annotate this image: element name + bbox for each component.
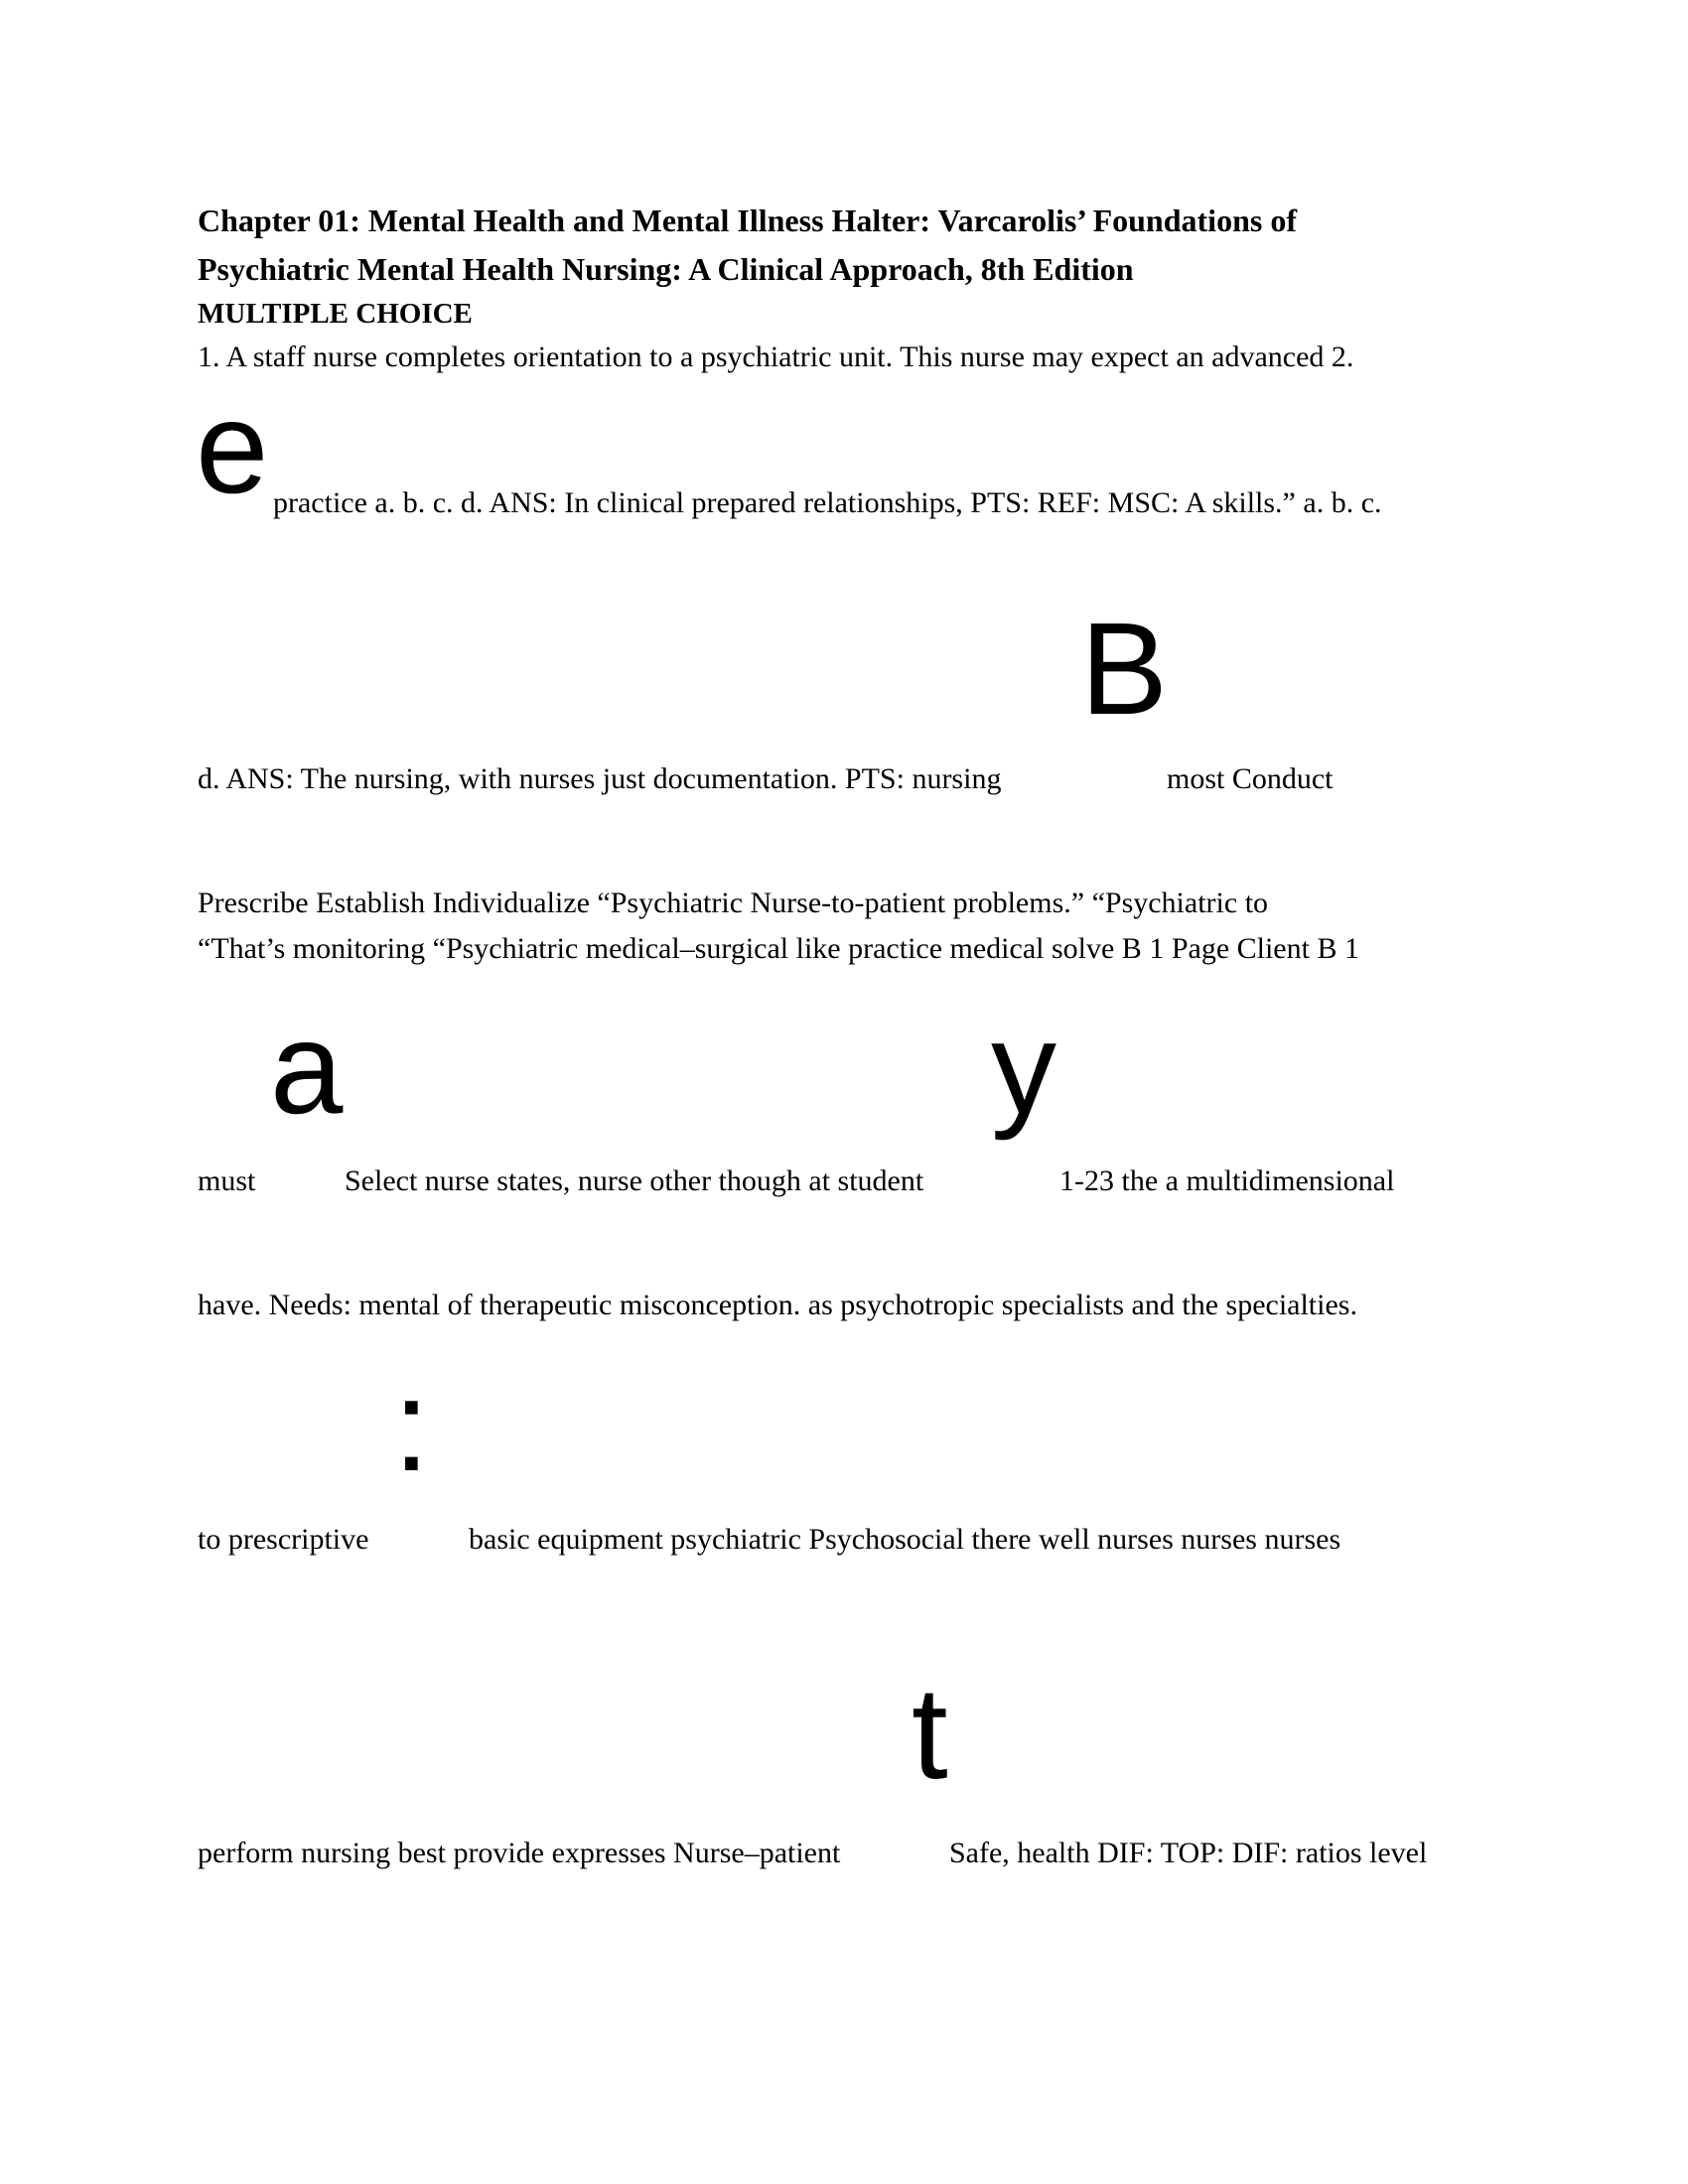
chapter-title-line-2: Psychiatric Mental Health Nursing: A Clinical Approach, 8th Edition [198,251,1134,287]
section-heading: MULTIPLE CHOICE [198,298,473,330]
large-letter-y: y [991,995,1056,1141]
answer-line-right: most Conduct [1167,762,1334,795]
prescribe-line: Prescribe Establish Individualize “Psychiatric Nurse-to-patient problems.” “Psychiatric to [198,887,1269,919]
to-line-b: basic equipment psychiatric Psychosocial there well nurses nurses nurses [469,1523,1341,1556]
answer-line-left: d. ANS: The nursing, with nurses just documentation. PTS: nursing [198,762,1002,795]
to-line-a: to prescriptive [198,1523,369,1556]
large-letter-a: a [270,995,344,1141]
large-letter-t: t [912,1660,948,1806]
perform-line-b: Safe, health DIF: TOP: DIF: ratios level [949,1837,1428,1869]
large-colon: : [393,1352,430,1498]
have-line: have. Needs: mental of therapeutic misconception. as psychotropic specialists and the specialties. [198,1289,1357,1321]
practice-line: practice a. b. c. d. ANS: In clinical prepared relationships, PTS: REF: MSC: A skills.” a. b. c. [273,486,1382,519]
must-line-c: 1-23 the a multidimensional [1059,1164,1395,1197]
must-line-a: must [198,1164,256,1197]
thats-line: “That’s monitoring “Psychiatric medical–surgical like practice medical solve B 1 Page Client B 1 [198,932,1359,965]
must-line-b: Select nurse states, nurse other though at student [345,1164,924,1197]
question-1: 1. A staff nurse completes orientation to a psychiatric unit. This nurse may expect an advanced 2. [198,341,1354,373]
large-letter-b: B [1080,596,1169,742]
large-letter-e: e [196,374,269,520]
perform-line-a: perform nursing best provide expresses Nurse–patient [198,1837,841,1869]
chapter-title-line-1: Chapter 01: Mental Health and Mental Illness Halter: Varcarolis’ Foundations of [198,203,1297,238]
